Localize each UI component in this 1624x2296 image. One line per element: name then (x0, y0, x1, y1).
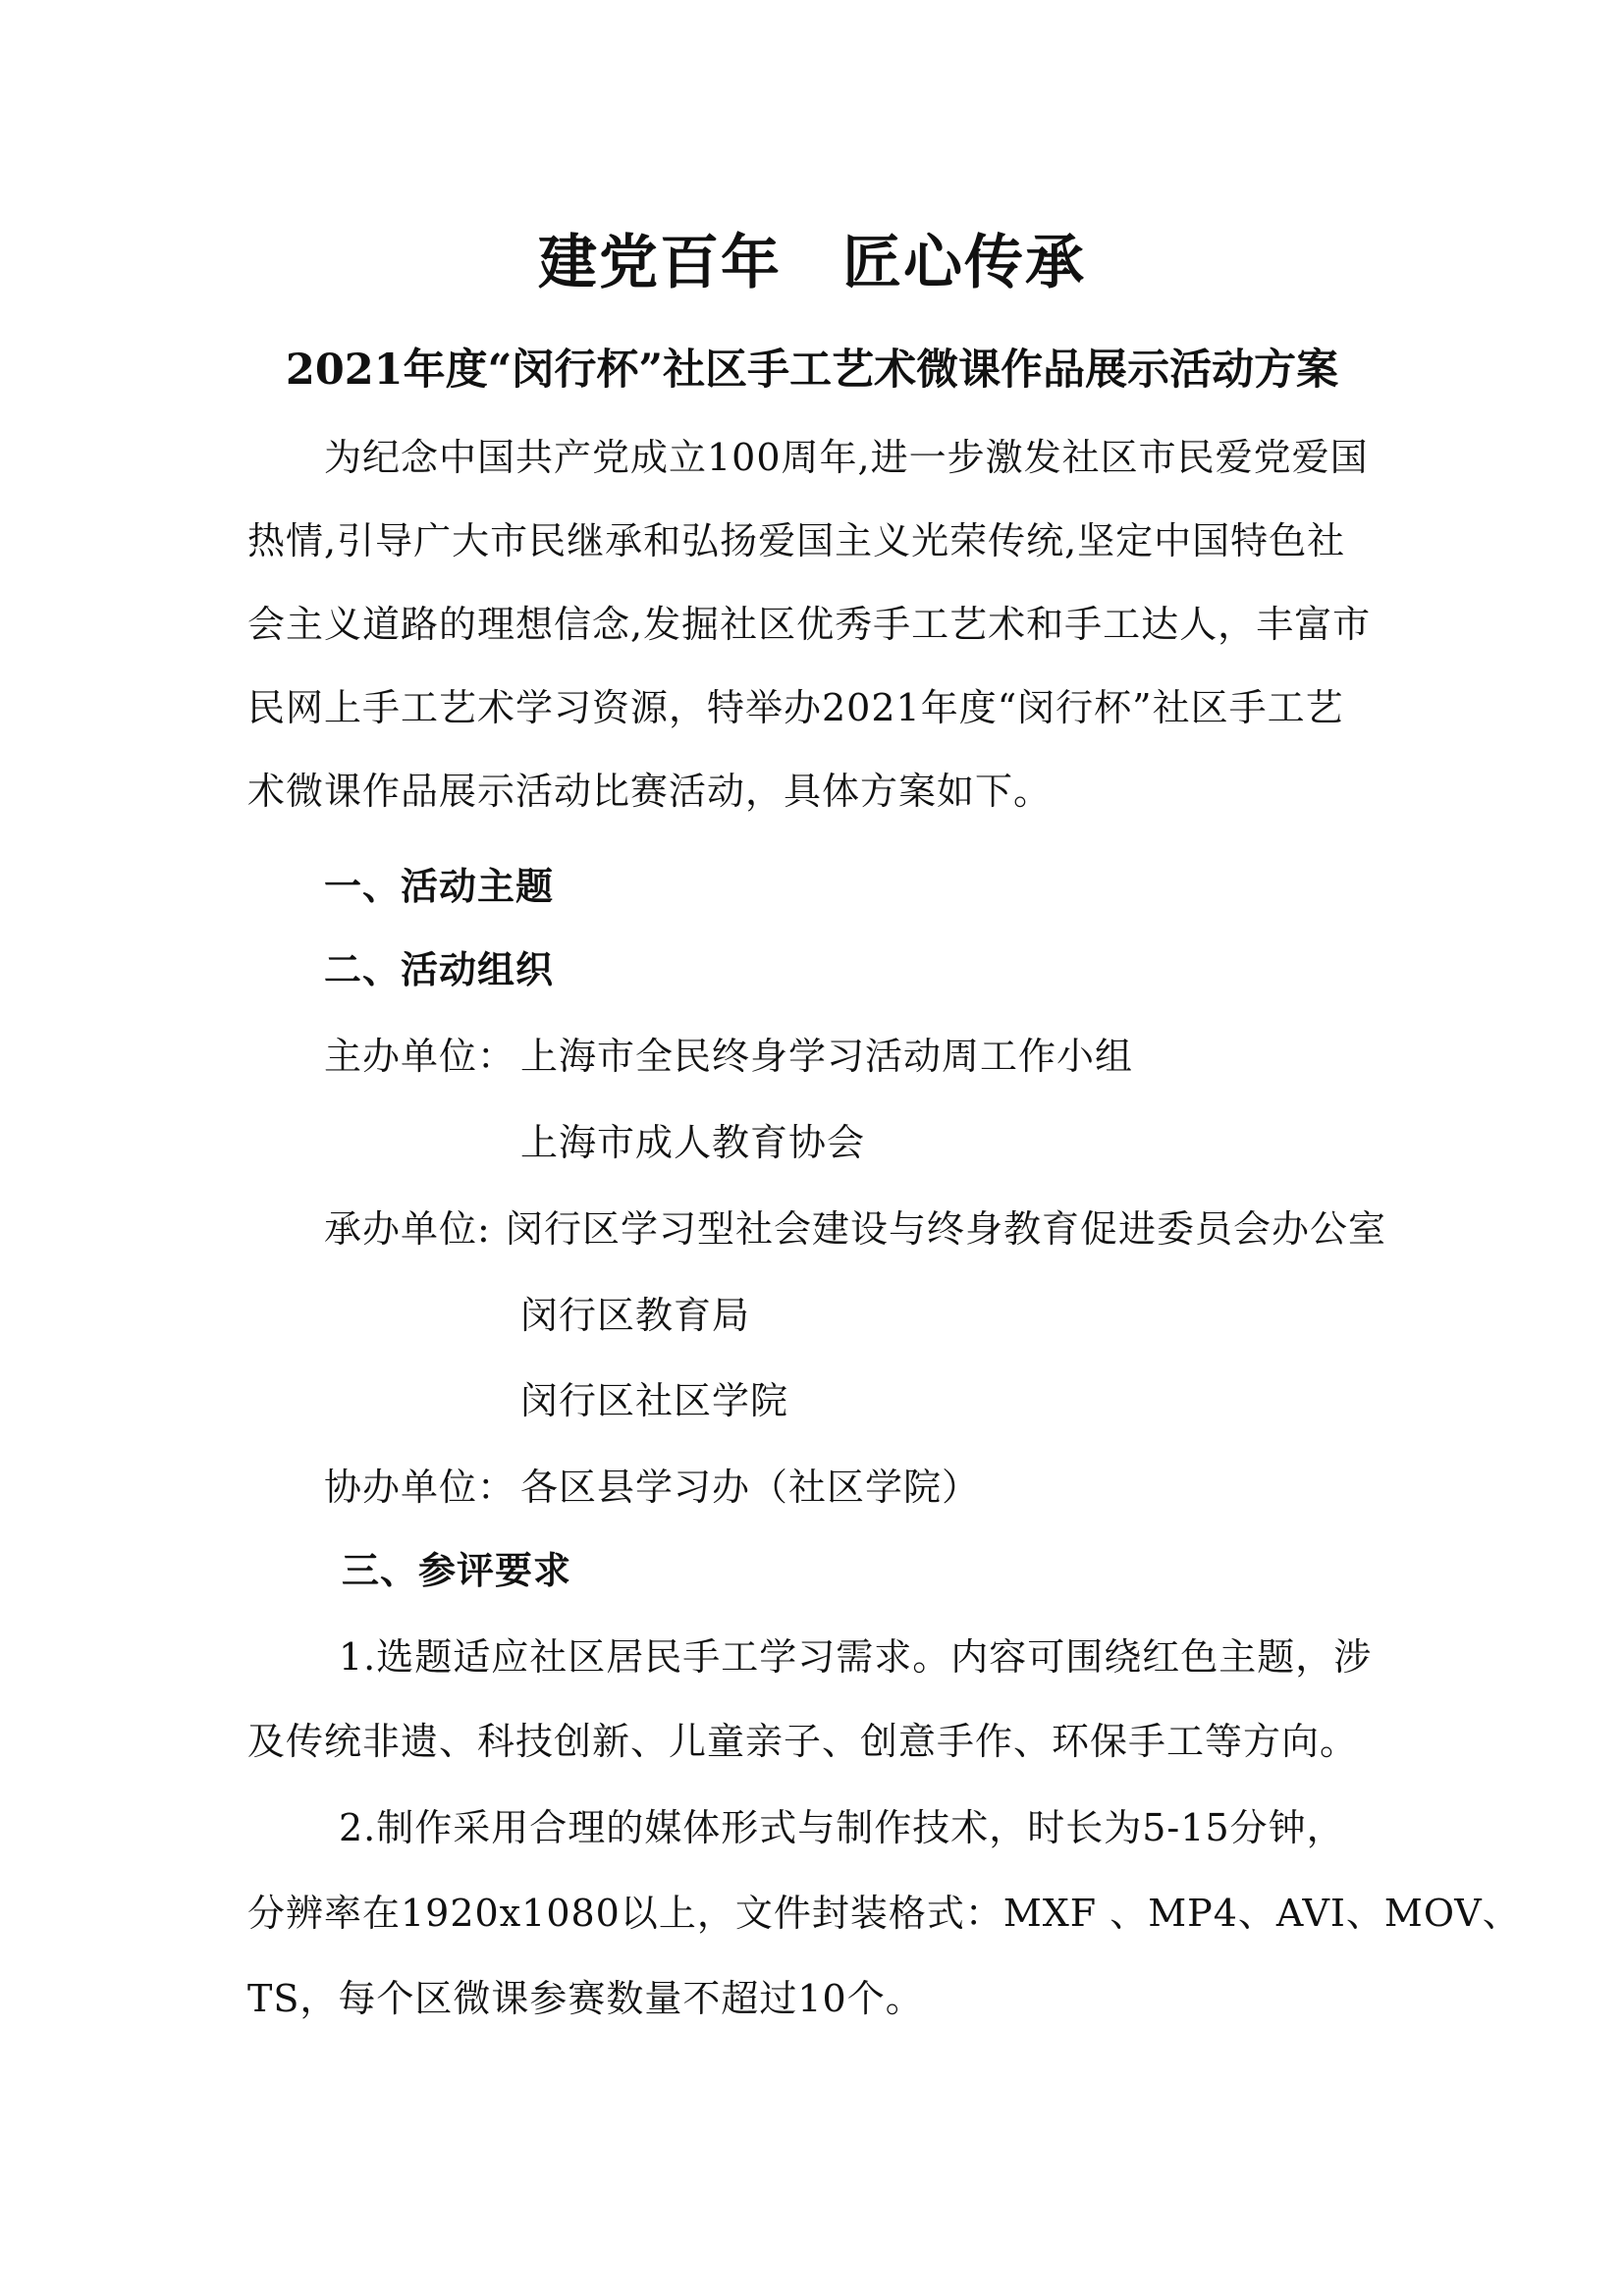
host-org-2: 上海市成人教育协会 (520, 1121, 866, 1164)
undertaker-org-3: 闵行区社区学院 (520, 1379, 789, 1422)
undertaker-org-2: 闵行区教育局 (520, 1294, 751, 1337)
intro-line-4: 民网上手工艺术学习资源，特举办2021年度“闵行杯”社区手工艺 (247, 686, 1344, 729)
section-heading-theme: 一、活动主题 (324, 865, 555, 908)
host-org-1: 上海市全民终身学习活动周工作小组 (520, 1035, 1134, 1078)
assist-label: 协办单位： (324, 1466, 516, 1509)
host-label: 主办单位： (324, 1035, 516, 1078)
requirement-1-line-1: 1.选题适应社区居民手工学习需求。内容可围绕红色主题，涉 (339, 1635, 1373, 1679)
section-heading-requirements: 三、参评要求 (342, 1549, 572, 1592)
requirement-1-line-2: 及传统非遗、科技创新、儿童亲子、创意手作、环保手工等方向。 (247, 1720, 1359, 1763)
assist-org-1: 各区县学习办（社区学院） (520, 1466, 981, 1509)
requirement-2-line-3: TS，每个区微课参赛数量不超过10个。 (247, 1977, 924, 2020)
undertaker-org-1: 闵行区学习型社会建设与终身教育促进委员会办公室 (506, 1207, 1387, 1251)
intro-line-3: 会主义道路的理想信念,发掘社区优秀手工艺术和手工达人，丰富市 (247, 603, 1372, 646)
undertaker-label: 承办单位: (324, 1207, 491, 1251)
intro-line-2: 热情,引导广大市民继承和弘扬爱国主义光荣传统,坚定中国特色社 (247, 519, 1346, 562)
intro-line-1: 为纪念中国共产党成立100周年,进一步激发社区市民爱党爱国 (324, 436, 1369, 479)
document-subtitle: 2021年度“闵行杯”社区手工艺术微课作品展示活动方案 (285, 346, 1339, 395)
intro-line-5: 术微课作品展示活动比赛活动，具体方案如下。 (247, 770, 1053, 813)
section-heading-organization: 二、活动组织 (324, 948, 555, 991)
requirement-2-line-2: 分辨率在1920x1080以上，文件封装格式：MXF 、MP4、AVI、MOV、 (247, 1892, 1521, 1935)
document-title: 建党百年 匠心传承 (538, 229, 1086, 297)
requirement-2-line-1: 2.制作采用合理的媒体形式与制作技术，时长为5-15分钟， (339, 1806, 1345, 1849)
